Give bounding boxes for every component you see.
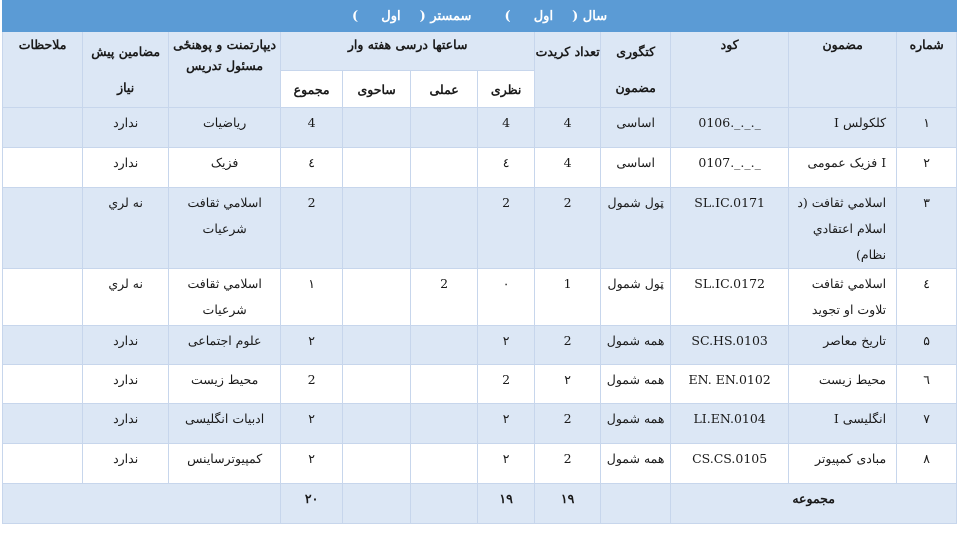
row-subject: تاریخ معاصر [789, 326, 897, 365]
row-theory: ٢ [478, 326, 535, 365]
row-prerequisite: ندارد [83, 326, 169, 365]
row-code: EN. EN.0102 [671, 365, 789, 404]
table-row [3, 269, 957, 326]
semester-close: ) [352, 8, 359, 24]
row-subject: مبادی کمپیوتر [789, 444, 897, 484]
row-category: اساسی [601, 108, 671, 148]
row-practical [411, 188, 478, 269]
row-code: 0107._._._ [671, 148, 789, 188]
row-credits: 2 [535, 188, 601, 269]
header-number: شماره [897, 32, 957, 108]
row-code: CS.CS.0105 [671, 444, 789, 484]
row-department: ریاضیات [169, 108, 281, 148]
table-row [3, 365, 957, 404]
row-department: فزیک [169, 148, 281, 188]
row-total: ٤ [281, 148, 343, 188]
curriculum-table-container [2, 0, 944, 533]
row-department: علوم اجتماعی [169, 326, 281, 365]
row-theory: ٠ [478, 269, 535, 326]
row-field [343, 188, 411, 269]
row-subject: I فزیک عمومی [789, 148, 897, 188]
row-category: ټول شمول [601, 188, 671, 269]
row-prerequisite: نه لري [83, 269, 169, 326]
totals-credits: ١٩ [535, 484, 601, 524]
row-subject: انگلیسی I [789, 404, 897, 444]
row-theory: ٤ [478, 148, 535, 188]
row-number: ٤ [897, 269, 957, 326]
row-remarks [3, 188, 83, 269]
table-row [3, 444, 957, 484]
row-code: 0106._._._ [671, 108, 789, 148]
row-code: SL.IC.0172 [671, 269, 789, 326]
row-subject: کلکولس I [789, 108, 897, 148]
row-department: اسلامي ثقافت شرعيات [169, 269, 281, 326]
row-code: LI.EN.0104 [671, 404, 789, 444]
row-practical [411, 108, 478, 148]
row-number: ٧ [897, 404, 957, 444]
row-field [343, 444, 411, 484]
row-prerequisite: ندارد [83, 365, 169, 404]
row-number: ۲ [897, 148, 957, 188]
row-practical [411, 148, 478, 188]
header-subject: مضمون [789, 32, 897, 108]
header-code: کود [671, 32, 789, 108]
row-field [343, 365, 411, 404]
table-row [3, 148, 957, 188]
header-theory: نظری [478, 71, 535, 108]
row-prerequisite: ندارد [83, 108, 169, 148]
header-total: مجموع [281, 71, 343, 108]
row-prerequisite: نه لري [83, 188, 169, 269]
year-label: سال ( [572, 8, 608, 24]
header-weekly-hours: ساعتها درسی هفته وار [281, 32, 535, 71]
header-credits: تعداد کریدت [535, 32, 601, 108]
row-total: ٢ [281, 404, 343, 444]
row-total: 4 [281, 108, 343, 148]
row-prerequisite: ندارد [83, 404, 169, 444]
header-remarks: ملاحظات [3, 32, 83, 108]
row-credits: 2 [535, 326, 601, 365]
row-practical [411, 326, 478, 365]
row-category: اساسی [601, 148, 671, 188]
table-row [3, 404, 957, 444]
row-number: ۱ [897, 108, 957, 148]
row-department: اسلامي ثقافت شرعيات [169, 188, 281, 269]
row-practical [411, 444, 478, 484]
totals-row [3, 484, 957, 524]
totals-field-empty [343, 484, 411, 524]
row-total: 2 [281, 188, 343, 269]
row-department: کمپیوترساینس [169, 444, 281, 484]
row-number: ۳ [897, 188, 957, 269]
curriculum-table [2, 0, 957, 524]
row-category: همه شمول [601, 444, 671, 484]
row-credits: ٢ [535, 365, 601, 404]
row-field [343, 326, 411, 365]
row-category: همه شمول [601, 404, 671, 444]
row-credits: 1 [535, 269, 601, 326]
row-prerequisite: ندارد [83, 444, 169, 484]
row-theory: 2 [478, 365, 535, 404]
semester-label: سمستر ( [419, 8, 472, 24]
row-theory: 4 [478, 108, 535, 148]
row-total: 2 [281, 365, 343, 404]
row-field [343, 404, 411, 444]
totals-label: مجموعه [671, 484, 957, 524]
title-bar [3, 1, 957, 32]
row-total: ٢ [281, 326, 343, 365]
row-department: محیط زیست [169, 365, 281, 404]
header-prerequisite: مضامین پیش نیاز [83, 32, 169, 108]
row-number: ۵ [897, 326, 957, 365]
row-remarks [3, 365, 83, 404]
row-number: ٦ [897, 365, 957, 404]
header-row [3, 32, 957, 71]
row-credits: 4 [535, 148, 601, 188]
row-subject: محیط زیست [789, 365, 897, 404]
semester-value: اول [381, 8, 401, 24]
table-row [3, 326, 957, 365]
table-row [3, 108, 957, 148]
table-row [3, 188, 957, 269]
row-total: ١ [281, 269, 343, 326]
row-number: ٨ [897, 444, 957, 484]
header-practical: عملی [411, 71, 478, 108]
row-category: ټول شمول [601, 269, 671, 326]
row-subject: اسلامي ثقافت (د اسلام اعتقادي نظام) [789, 188, 897, 269]
row-code: SL.IC.0171 [671, 188, 789, 269]
year-value: اول [533, 8, 554, 24]
row-remarks [3, 108, 83, 148]
row-remarks [3, 148, 83, 188]
row-prerequisite: ندارد [83, 148, 169, 188]
row-practical [411, 365, 478, 404]
totals-total: ٢٠ [281, 484, 343, 524]
row-field [343, 269, 411, 326]
row-field [343, 148, 411, 188]
row-theory: ٢ [478, 404, 535, 444]
row-theory: 2 [478, 188, 535, 269]
row-credits: 4 [535, 108, 601, 148]
row-category: همه شمول [601, 365, 671, 404]
row-category: همه شمول [601, 326, 671, 365]
row-credits: 2 [535, 404, 601, 444]
row-total: ٢ [281, 444, 343, 484]
row-department: ادبیات انگلیسی [169, 404, 281, 444]
totals-theory: ١٩ [478, 484, 535, 524]
row-subject: اسلامي ثقافت تلاوت او تجوید [789, 269, 897, 326]
row-remarks [3, 269, 83, 326]
year-close: ) [504, 8, 511, 24]
row-practical: 2 [411, 269, 478, 326]
header-category: کتگوری مضمون [601, 32, 671, 108]
row-theory: ٢ [478, 444, 535, 484]
row-code: SC.HS.0103 [671, 326, 789, 365]
header-department: دیپارتمنت و پوهنځی مسئول تدریس [169, 32, 281, 108]
row-practical [411, 404, 478, 444]
totals-practical-empty [411, 484, 478, 524]
row-credits: 2 [535, 444, 601, 484]
row-remarks [3, 404, 83, 444]
row-remarks [3, 326, 83, 365]
row-field [343, 108, 411, 148]
header-field: ساحوی [343, 71, 411, 108]
row-remarks [3, 444, 83, 484]
totals-category-empty [601, 484, 671, 524]
totals-rest-empty [3, 484, 281, 524]
